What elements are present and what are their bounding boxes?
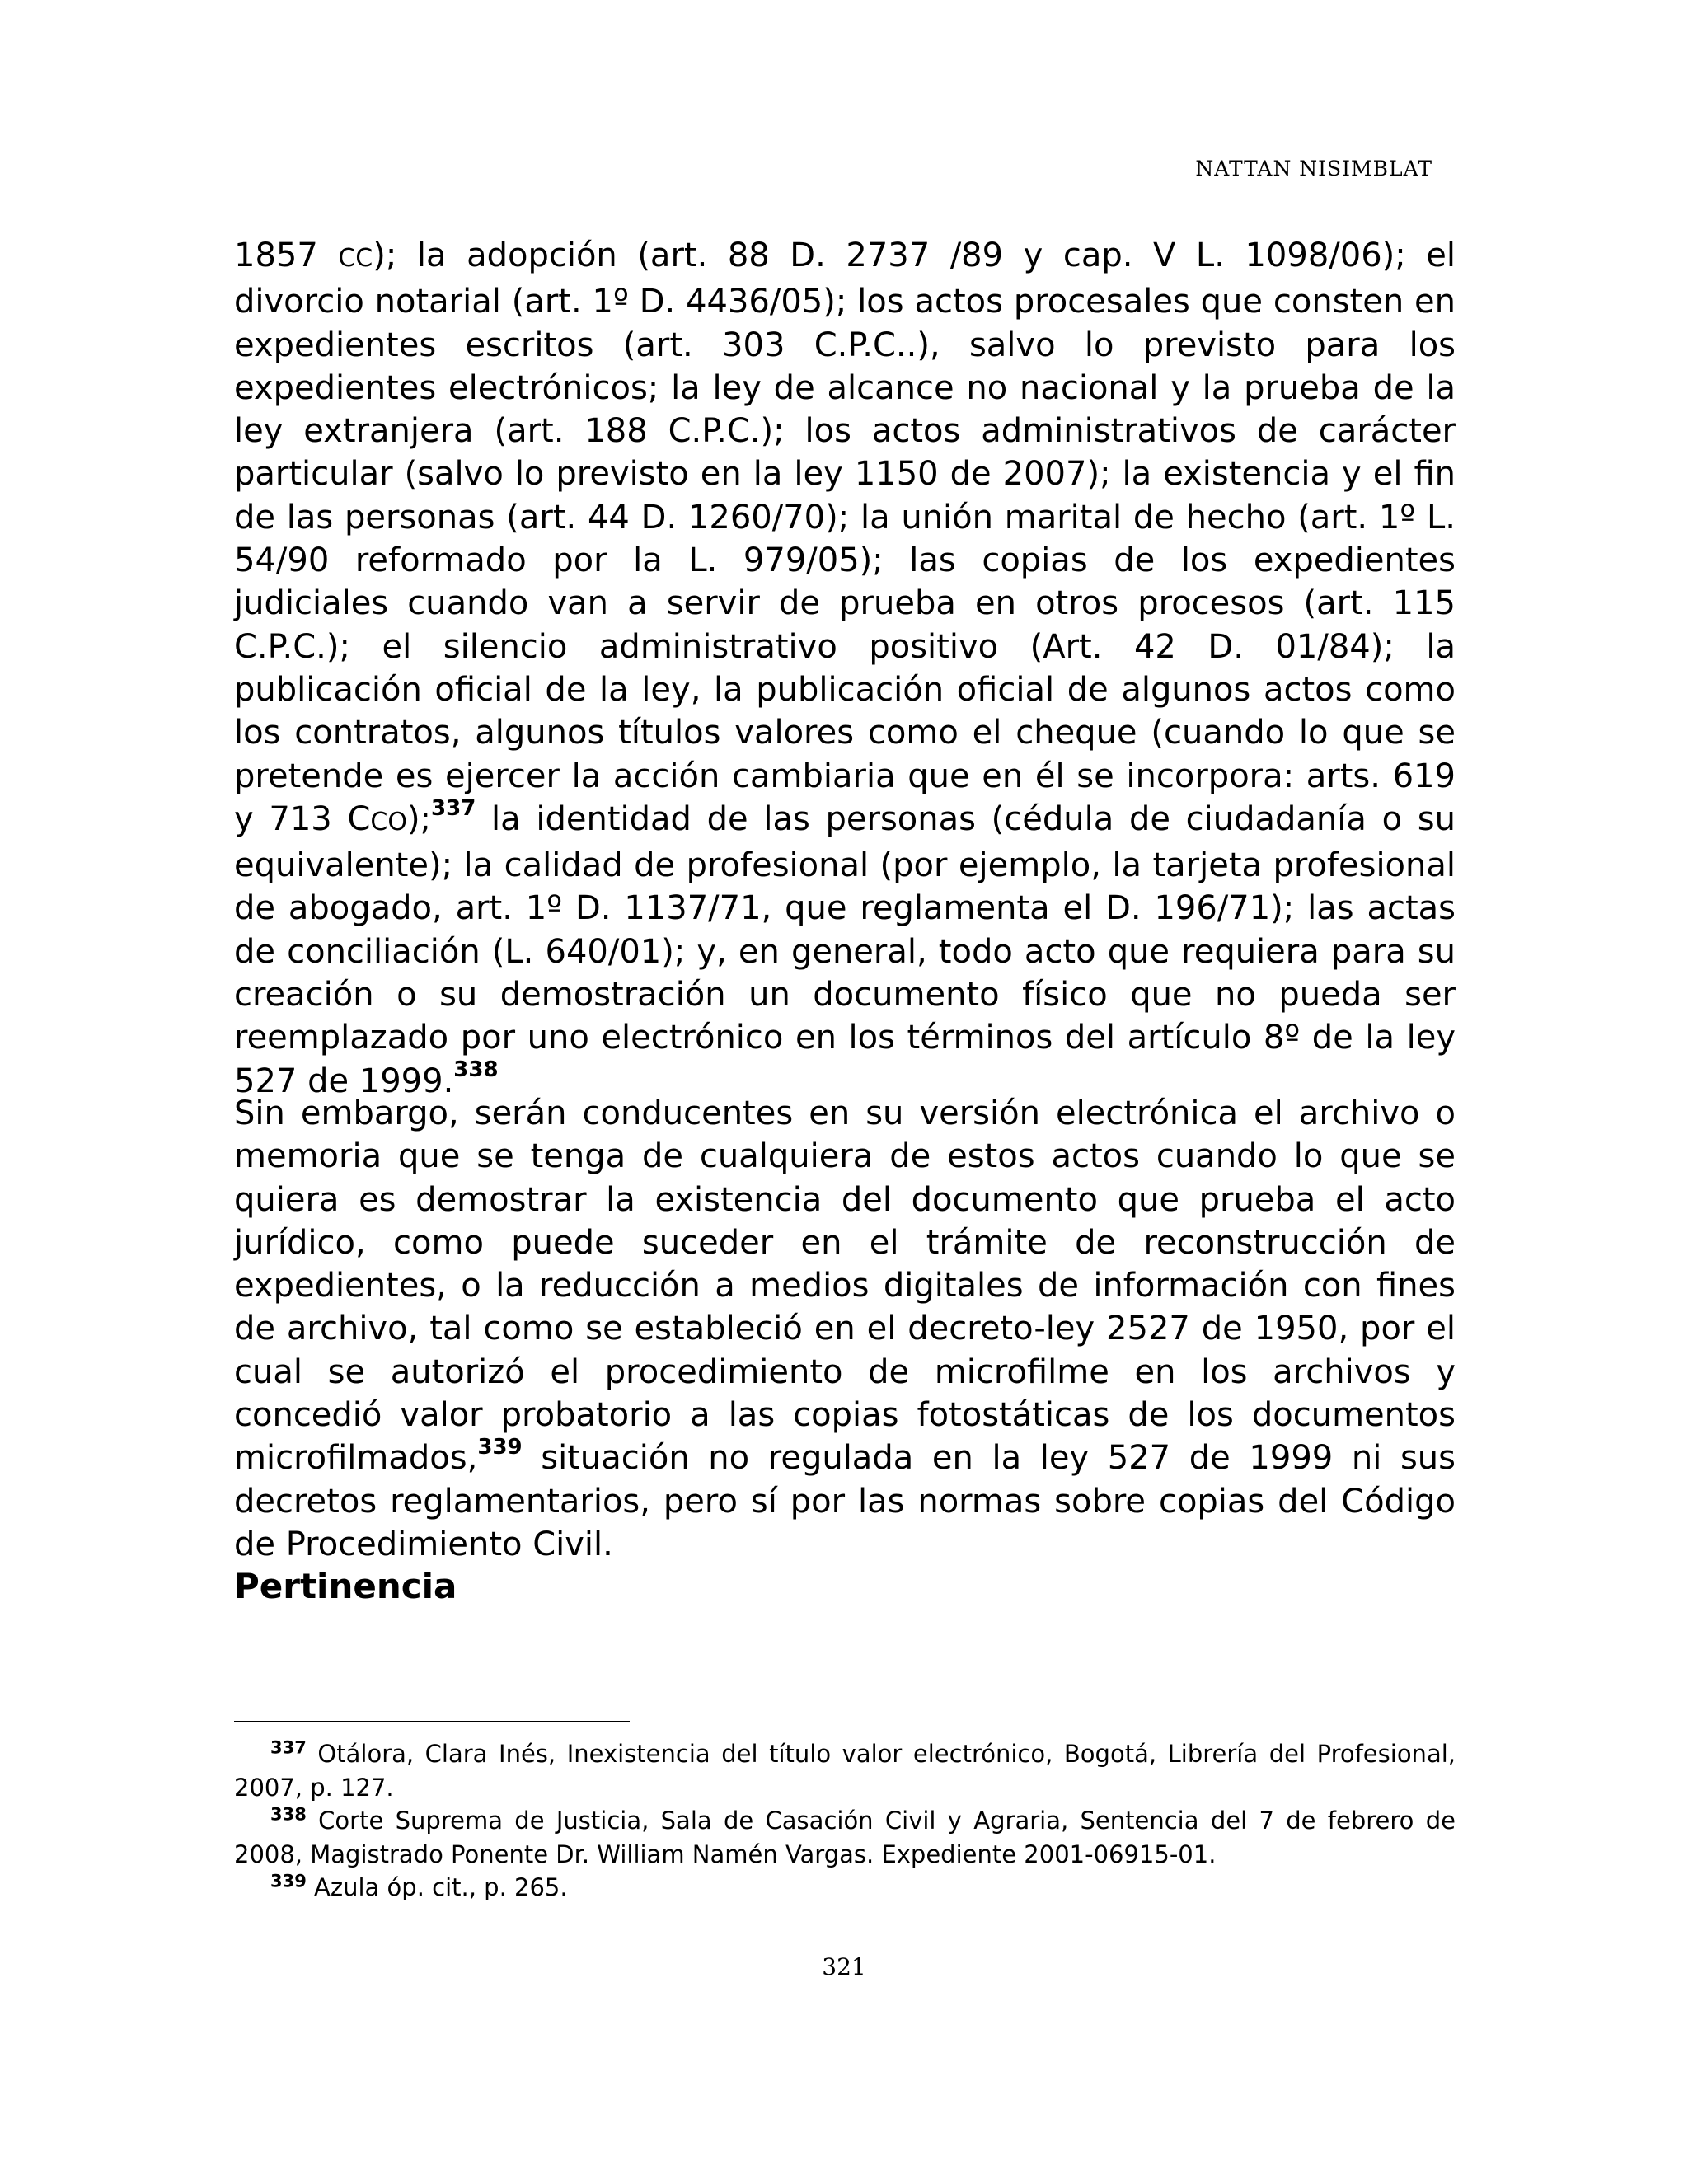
text-span: situación no regulada en la ley 527 de 1999 ni sus decretos reglamentarios, pero sí por las normas sobre copias del Código de Procedimiento Civil. bbox=[234, 1439, 1456, 1563]
body-paragraph-1 bbox=[234, 234, 1456, 1103]
footnotes bbox=[234, 1737, 1456, 1905]
text-span: ); bbox=[406, 799, 432, 838]
footnote-number: 338 bbox=[270, 1804, 307, 1825]
text-span: 1857 bbox=[234, 237, 339, 274]
body-paragraph-2 bbox=[234, 1092, 1456, 1566]
page-number: 321 bbox=[822, 1953, 866, 1980]
abbreviation-cc: CC bbox=[338, 244, 373, 273]
footnote-339 bbox=[234, 1871, 1456, 1905]
footnote-text: Otálora, Clara Inés, Inexistencia del título valor electrónico, Bogotá, Librería del Profesional, 2007, p. 127. bbox=[234, 1740, 1456, 1802]
footnote-ref-339[interactable]: 339 bbox=[477, 1435, 523, 1460]
abbreviation-co: CO bbox=[370, 807, 407, 837]
footnote-338 bbox=[234, 1804, 1456, 1871]
footnote-text: Azula óp. cit., p. 265. bbox=[306, 1873, 568, 1901]
text-span: Sin embargo, serán conducentes en su versión electrónica el archivo o memoria que se tenga de cualquiera de estos actos cuando lo que se quiera es demostrar la existencia del documento que prueba el acto jurídico, como puede suceder en el trámite de reconstrucción de expedientes, o la reducción a medios digitales de información con fines de archivo, tal como se estableció en el decreto-ley 2527 de 1950, por el cual se autorizó el procedimiento de microfilme en los archivos y concedió valor probatorio a las copias fotostáticas de los documentos microfilmados, bbox=[234, 1094, 1456, 1478]
footnote-number: 337 bbox=[270, 1737, 307, 1758]
footnote-337 bbox=[234, 1737, 1456, 1804]
text-span: la identidad de las personas (cédula de ciudadanía o su equivalente); la calidad de profesional (por ejemplo, la tarjeta profesional de abogado, art. 1º D. 1137/71, que reglamenta el D. 196/71); las actas de conciliación (L. 640/01); y, en general, todo acto que requiera para su creación o su demostración un documento físico que no pueda ser reemplazado por uno electrónico en los términos del artículo 8º de la ley 527 de 1999. bbox=[234, 799, 1456, 1100]
running-head: NATTAN NISIMBLAT bbox=[1195, 157, 1432, 180]
footnote-ref-338[interactable]: 338 bbox=[453, 1057, 499, 1083]
footnote-text: Corte Suprema de Justicia, Sala de Casación Civil y Agraria, Sentencia del 7 de febrero de 2008, Magistrado Ponente Dr. William Namén Vargas. Expediente 2001-06915-01. bbox=[234, 1807, 1456, 1868]
section-heading: Pertinencia bbox=[234, 1566, 457, 1606]
footnote-number: 339 bbox=[270, 1871, 307, 1891]
footnote-separator bbox=[234, 1721, 630, 1722]
footnote-ref-337[interactable]: 337 bbox=[431, 795, 476, 821]
text-span: ); la adopción (art. 88 D. 2737 /89 y cap. V L. 1098/06); el divorcio notarial (art. 1º D. 4436/05); los actos procesales que consten en expedientes escritos (art. 303 C.P.C..), salvo lo previsto para los expedientes electrónicos; la ley de alcance no nacional y la prueba de la ley extranjera (art. 188 C.P.C.); los actos administrativos de carácter particular (salvo lo previsto en la ley 1150 de 2007); la existencia y el fin de las personas (art. 44 D. 1260/70); la unión marital de hecho (art. 1º L. 54/90 reformado por la L. 979/05); las copias de los expedientes judiciales cuando van a servir de prueba en otros procesos (art. 115 C.P.C.); el silencio administrativo positivo (Art. 42 D. 01/84); la publicación oficial de la ley, la publicación oficial de algunos actos como los contratos, algunos títulos valores como el cheque (cuando lo que se pretende es ejercer la acción cambiaria que en él se incorpora: arts. 619 y 713 C bbox=[234, 237, 1456, 838]
